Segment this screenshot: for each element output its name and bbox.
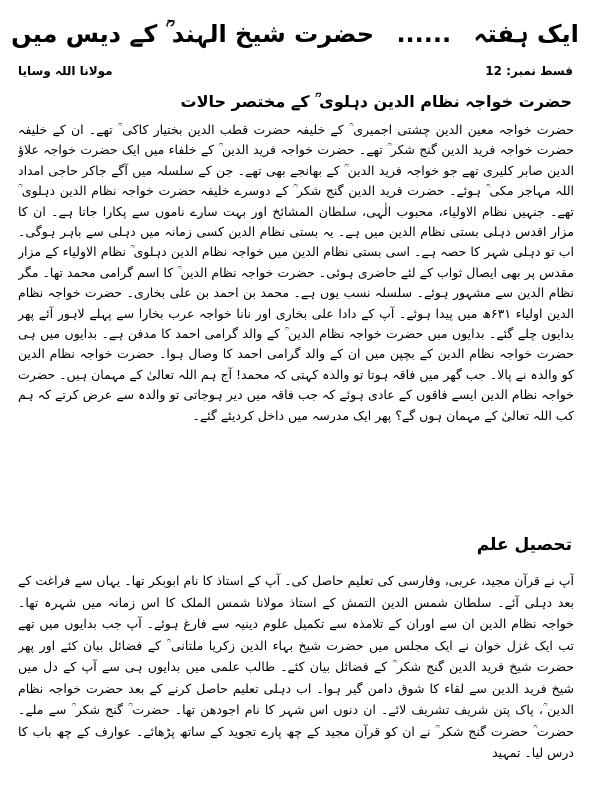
page-header — [10, 14, 580, 54]
header-separator: ...... — [396, 20, 452, 48]
body-paragraph: حضرت خواجہ معین الدین چشتی اجمیری ؒ کے خلیفہ حضرت قطب الدین بختیار کاکی ؒ تھے۔ ان کے خلیفہ حضرت خواجہ فرید الدین گنج شکر ؒ تھے۔ حضرت خواجہ فرید الدین ؒ کے خلفاء میں ایک حضرت خواجہ علاؤ الدین صابر کلیری تھے جو خواجہ فرید الدین ؒ کے بھانجے بھی تھے۔ جن کے سلسلہ میں آگے جاکر حاجی امداد اللہ مہاجر مکی ؒ ہوئے۔ حضرت فرید الدین گنج شکر ؒ کے دوسرے خلیفہ حضرت خواجہ نظام الدین دہلوی ؒ تھے۔ جنہیں نظام الاولیاء، محبوب الٰہی، سلطان المشائخ اور بہت سارے ناموں سے پکارا جاتا ہے۔ ان کا مزار اقدس دہلی بستی نظام الدین میں ہے۔ یہ بستی نظام الدین کسی زمانہ میں دہلی سے باہر ہوگی۔ اب تو دہلی شہر کا حصہ ہے۔ اسی بستی نظام الدین میں خواجہ نظام الدین دہلوی ؒ نظام الاولیاء کے مزار مقدس پر بھی ایصال ثواب کے لئے حاضری ہوئی۔ حضرت خواجہ نظام الدین ؒ کا اسم گرامی محمد تھا۔ مگر نظام الدین سے مشہور ہوئے۔ سلسلہ نسب یوں ہے۔ محمد بن احمد بن علی بخاری۔ حضرت خواجہ نظام الدین اولیاء ۶۳۱ھ میں پیدا ہوئے۔ آپ کے دادا علی بخاری اور نانا خواجہ عرب بخارا سے پہلے لاہور آئے پھر بدایوں چلے گئے۔ بدایوں میں حضرت خواجہ نظام الدین ؒ کے والد گرامی احمد کا مدفن ہے۔ بدایوں میں ہی حضرت خواجہ نظام الدین کے بچپن میں ان کے والد گرامی احمد کا وصال ہوا۔ حضرت خواجہ نظام الدین کو والدہ نے پالا۔ جب گھر میں فاقہ ہوتا تو والدہ کہتی کہ محمد! آج ہم اللہ تعالیٰ کے مہمان ہیں۔ حضرت خواجہ نظام الدین ایسے فاقوں کے عادی ہوئے کہ جب فاقہ میں دیر ہوجاتی تو والدہ سے عرض کرتے کہ ہم کب اللہ تعالیٰ کے مہمان ہوں گے؟ پھر ایک مدرسہ میں داخل کردیئے گئے۔ — [18, 122, 574, 423]
section-title: حضرت خواجہ نظام الدین دہلوی ؒ کے مختصر حالات — [180, 92, 572, 111]
subsection-body — [18, 570, 574, 795]
body-paragraph: آپ نے قرآن مجید، عربی، وفارسی کی تعلیم حاصل کی۔ آپ کے استاذ کا نام ابوبکر تھا۔ یہاں سے فراغت کے بعد دہلی آئے۔ سلطان شمس الدین التمش کے استاذ مولانا شمس الملک کا اس زمانہ میں شہرہ تھا۔ خواجہ نظام الدین ان سے اوران کے تلامذہ سے تکمیل علوم دینیہ سے فارغ ہوئے۔ آپ جب بدایوں میں تھے تب ایک غزل خوان نے ایک مجلس میں حضرت شیخ بہاء الدین زکریا ملتانی ؒ کے فضائل بیان کئے اور پھر حضرت شیخ فرید الدین گنج شکر ؒ کے فضائل بیان کئے۔ طالب علمی میں بدایوں ہی سے آپ کے دل میں شیخ فرید الدین سے لقاء کا شوق دامن گیر ہوا۔ اب دہلی تعلیم حاصل کرنے کے بعد حضرت خواجہ نظام الدین ؒ، پاک پتن شریف تشریف لائے۔ ان دنوں اس شہر کا نام اجودھن تھا۔ حضرت ؒ گنج شکر ؒ سے ملے۔ حضرت ؒ حضرت گنج شکر ؒ نے ان کو قرآن مجید کے چھ پارے تجوید کے ساتھ پڑھائے۔ عوارف کے چھ باب کا درس لیا۔ تمہید — [18, 573, 574, 760]
byline — [18, 64, 573, 86]
subsection-title: تحصیل علم — [476, 535, 572, 555]
header-title-part2: حضرت شیخ الہند ؒ کے دیس میں — [11, 20, 375, 48]
header-title-part1: ایک ہفتہ — [473, 20, 579, 48]
section-body — [18, 120, 574, 520]
issue-number: قسط نمبر: 12 — [485, 64, 573, 78]
author-name: مولانا اللہ وسایا — [18, 64, 113, 78]
